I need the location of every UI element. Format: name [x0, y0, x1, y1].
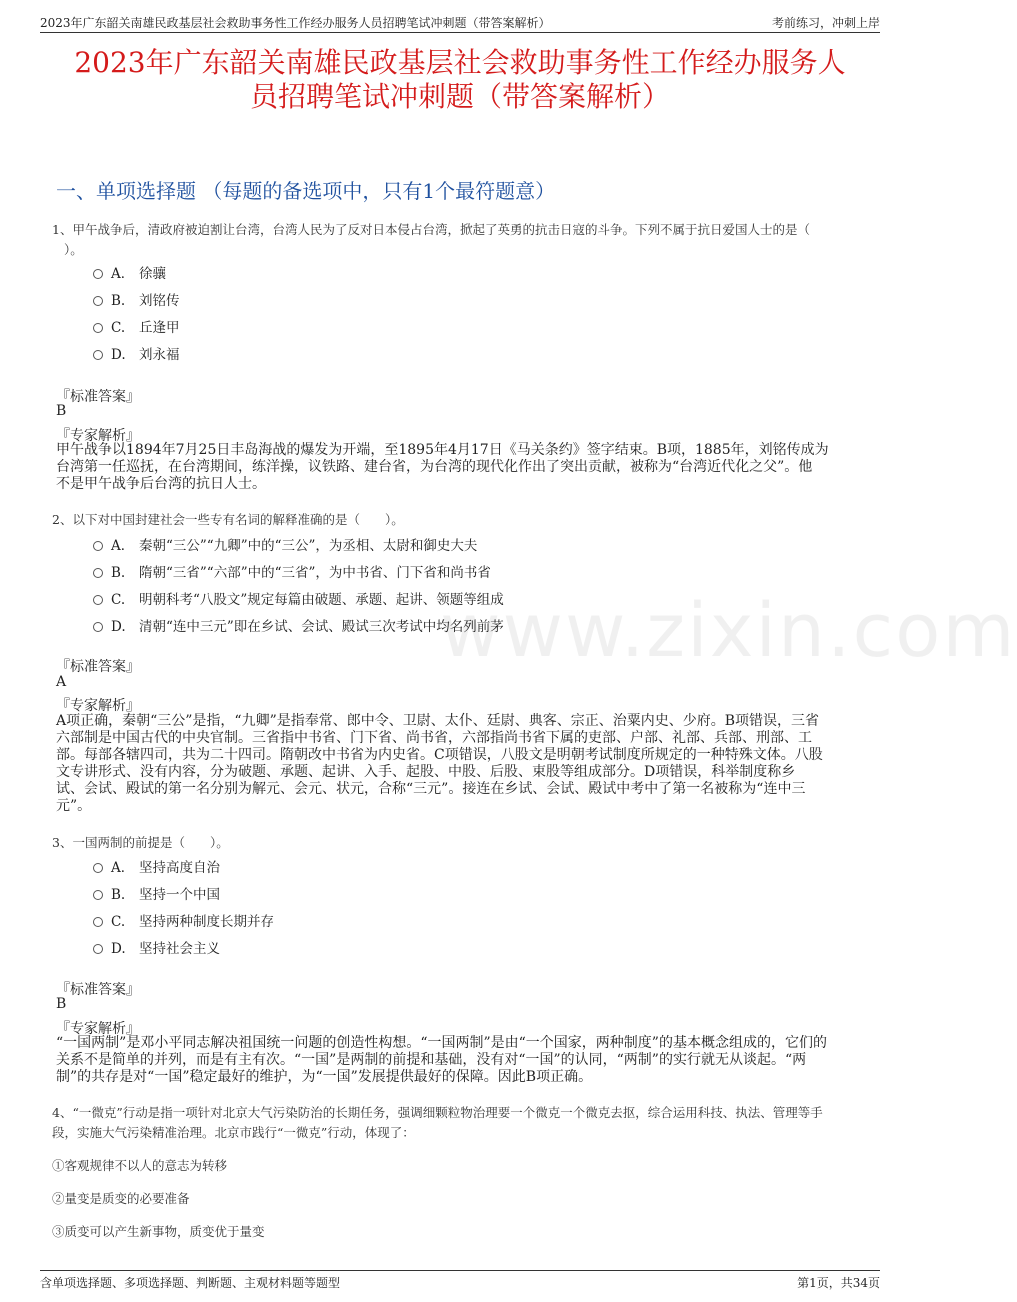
question-1-answer-label: 『标准答案』 — [56, 389, 140, 405]
question-3-expert-label: 『专家解析』 — [56, 1021, 140, 1037]
question-2-answer-label: 『标准答案』 — [56, 659, 140, 675]
radio-icon[interactable] — [93, 944, 103, 954]
question-2-expert-label: 『专家解析』 — [56, 698, 140, 714]
radio-icon[interactable] — [93, 296, 103, 306]
question-1-stem-line-1: 1、甲午战争后，清政府被迫割让台湾，台湾人民为了反对日本侵占台湾，掀起了英勇的抗击日寇的斗争。下列不属于抗日爱国人士的是（ — [52, 222, 810, 237]
watermark: www.zixin.com — [440, 588, 1017, 674]
question-3-option-b[interactable]: B. 坚持一个中国 — [93, 883, 220, 903]
title-line-1: 2023年广东韶关南雄民政基层社会救助事务性工作经办服务人 — [74, 46, 846, 79]
question-3-option-d[interactable]: D. 坚持社会主义 — [93, 937, 220, 957]
question-1-stem-line-2: ）。 — [64, 242, 83, 257]
question-1-explanation: 甲午战争以1894年7月25日丰岛海战的爆发为开端，至1895年4月17日《马关条约》签字结束。B项，1885年，刘铭传成为 台湾第一任巡抚，在台湾期间，练洋操，议铁路、建台省，为台湾的现代化作出了突出贡献，被称为“台湾近代化之父”。他 不是甲午战争后台湾的抗日人士。 — [56, 442, 829, 492]
header-doc-title: 2023年广东韶关南雄民政基层社会救助事务性工作经办服务人员招聘笔试冲刺题（带答案解析） — [40, 16, 551, 30]
question-4-item-2: ②量变是质变的必要准备 — [52, 1191, 190, 1206]
radio-icon[interactable] — [93, 323, 103, 333]
radio-icon[interactable] — [93, 890, 103, 900]
question-3-answer: B — [56, 996, 67, 1012]
page-number: 第1页，共34页 — [797, 1276, 880, 1290]
question-1-expert-label: 『专家解析』 — [56, 428, 140, 444]
footer-question-types: 含单项选择题、多项选择题、判断题、主观材料题等题型 — [40, 1276, 341, 1290]
question-1-option-a[interactable]: A． 徐骧 — [93, 262, 166, 282]
question-4-item-3: ③质变可以产生新事物，质变优于量变 — [52, 1224, 265, 1239]
question-3-stem: 3、一国两制的前提是（ ）。 — [52, 835, 229, 850]
radio-icon[interactable] — [93, 269, 103, 279]
question-2-stem: 2、以下对中国封建社会一些专有名词的解释准确的是（ ）。 — [52, 512, 404, 527]
question-4-stem: 4、“一微克”行动是指一项针对北京大气污染防治的长期任务，强调细颗粒物治理要一个微克一个微克去抠，综合运用科技、执法、管理等手 段，实施大气污染精准治理。北京市践行“一微克”行动，体现了： — [52, 1105, 823, 1140]
radio-icon[interactable] — [93, 863, 103, 873]
radio-icon[interactable] — [93, 595, 103, 605]
page-header — [40, 12, 880, 33]
question-3-answer-label: 『标准答案』 — [56, 982, 140, 998]
question-1-option-b[interactable]: B. 刘铭传 — [93, 289, 180, 309]
question-1-option-d[interactable]: D. 刘永福 — [93, 343, 180, 363]
section-heading: 一、单项选择题 （每题的备选项中，只有1个最符题意） — [56, 179, 556, 203]
question-1-stem — [52, 220, 872, 260]
question-3-option-a[interactable]: A． 坚持高度自治 — [93, 856, 220, 876]
question-2-option-a[interactable]: A． 秦朝“三公”“九卿”中的“三公”，为丞相、太尉和御史大夫 — [93, 534, 477, 554]
radio-icon[interactable] — [93, 350, 103, 360]
radio-icon[interactable] — [93, 622, 103, 632]
question-2-explanation: A项正确，秦朝“三公”是指，“九卿”是指奉常、郎中令、卫尉、太仆、廷尉、典客、宗正、治粟内史、少府。B项错误，三省 六部制是中国古代的中央官制。三省指中书省、门下省、尚书省，六部指尚书省下属的吏部、户部、礼部、兵部、刑部、工 部。每部各辖四司，共为二十四司。隋朝改中书省为内史省。C项错误，八股文是明朝考试制度所规定的一种特殊文体。八股 文专讲形式、没有内容，分为破题、承题、起讲、入手、起股、中股、后股、束股等组成部分。D项错误，科举制度称乡 试、会试、殿试的第一名分别为解元、会元、状元，合称“三元”。接连在乡试、会试、殿试中考中了第一名被称为“连中三 元”。 — [56, 713, 823, 814]
question-3-option-c[interactable]: C. 坚持两种制度长期并存 — [93, 910, 274, 930]
question-4-item-1: ①客观规律不以人的意志为转移 — [52, 1158, 228, 1173]
question-2-answer: A — [56, 674, 67, 690]
radio-icon[interactable] — [93, 568, 103, 578]
question-2-option-b[interactable]: B. 隋朝“三省”“六部”中的“三省”，为中书省、门下省和尚书省 — [93, 561, 491, 581]
question-2-option-d[interactable]: D. 清朝“连中三元”即在乡试、会试、殿试三次考试中均名列前茅 — [93, 615, 504, 635]
radio-icon[interactable] — [93, 541, 103, 551]
header-slogan: 考前练习，冲刺上岸 — [771, 16, 880, 30]
question-1-answer: B — [56, 403, 67, 419]
page-footer — [40, 1270, 880, 1290]
question-2-option-c[interactable]: C. 明朝科考“八股文”规定每篇由破题、承题、起讲、领题等组成 — [93, 588, 504, 608]
document-title — [40, 46, 880, 114]
title-line-2: 员招聘笔试冲刺题（带答案解析） — [249, 80, 670, 113]
question-1-option-c[interactable]: C. 丘逢甲 — [93, 316, 180, 336]
question-3-explanation: “一国两制”是邓小平同志解决祖国统一问题的创造性构想。“一国两制”是由“一个国家，两种制度”的基本概念组成的，它们的 关系不是简单的并列，而是有主有次。“一国”是两制的前提和基础，没有对“一国”的认同，“两制”的实行就无从谈起。“两 制”的共存是对“一国”稳定最好的维护，为“一国”发展提供最好的保障。因此B项正确。 — [56, 1035, 827, 1085]
radio-icon[interactable] — [93, 917, 103, 927]
